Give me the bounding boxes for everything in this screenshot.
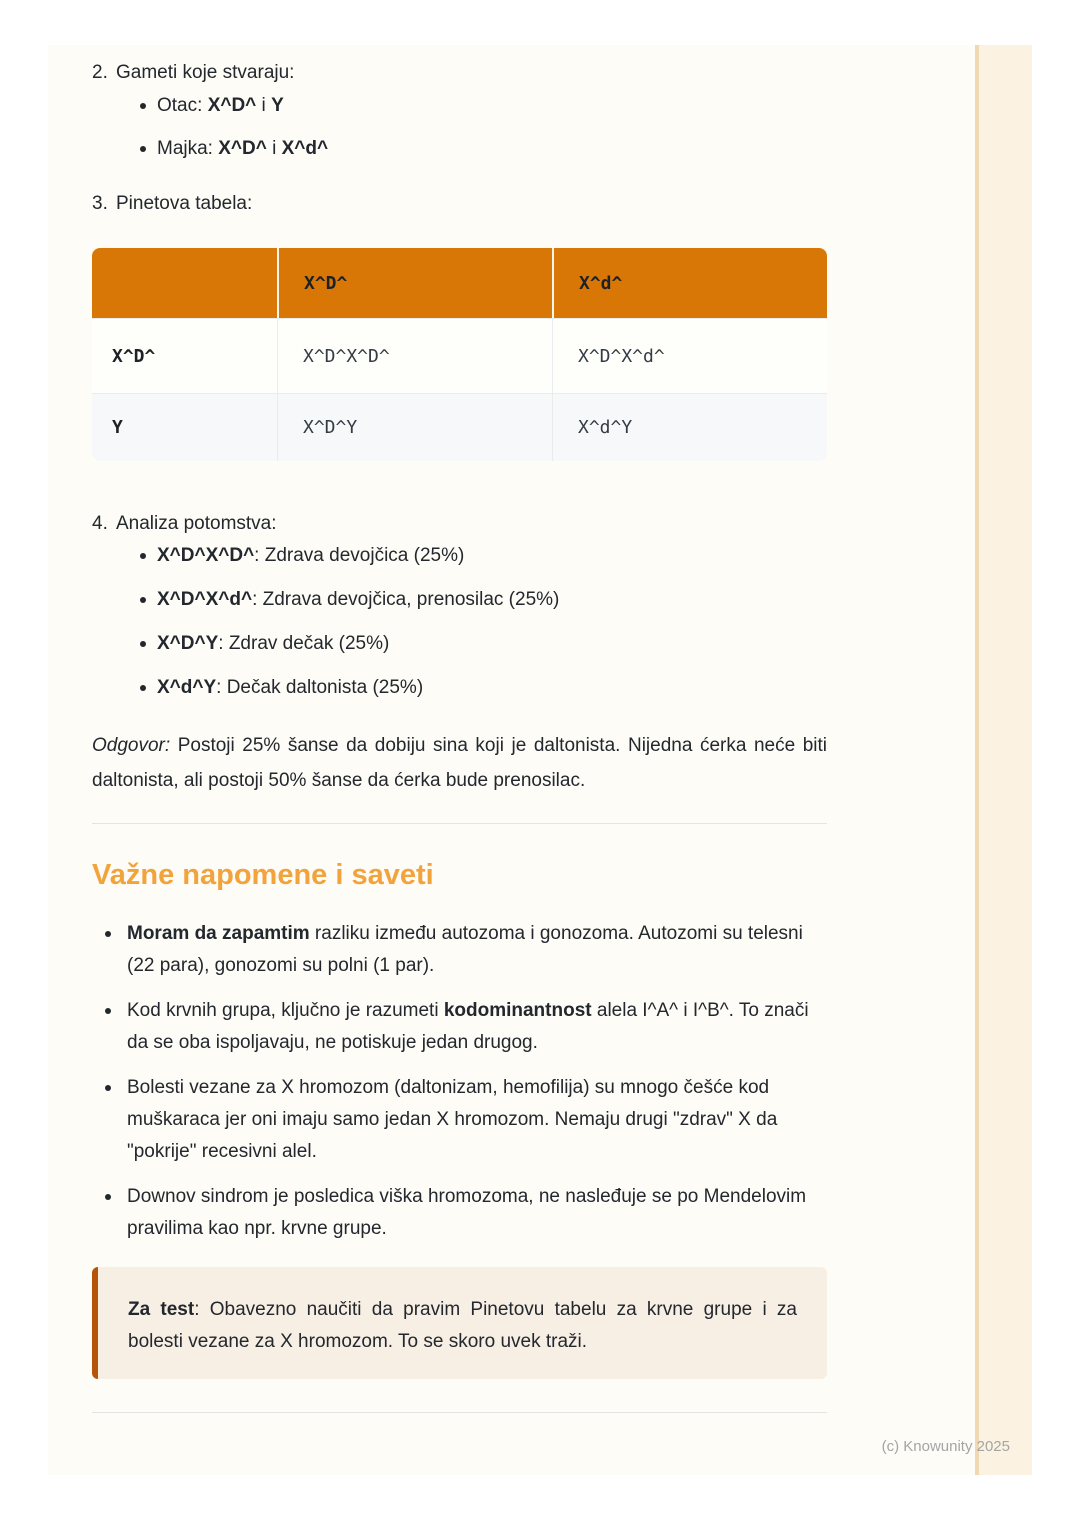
answer-paragraph [92,728,827,798]
table-header-cell-empty [92,248,277,318]
analysis-text: : Dečak daltonista (25%) [216,677,424,698]
document-page [48,45,1032,1475]
genotype: X^D^ [207,95,257,116]
table-row [92,318,827,393]
analysis-text: : Zdrava devojčica (25%) [254,545,465,566]
note-text: alela I^A^ i I^B^. To znači da se oba ispoljavaju, ne potiskuje jedan drugog. [127,1000,809,1053]
item-number: 4. [92,513,108,534]
list-item [92,1181,827,1245]
analysis-text: : Zdrava devojčica, prenosilac (25%) [252,589,560,610]
table-header-cell: X^D^ [277,248,552,318]
list-item [92,672,827,704]
item-title: Analiza potomstva: [116,513,277,534]
table-header-cell: X^d^ [552,248,827,318]
table-cell: X^D^X^D^ [277,318,552,393]
list-item [92,540,827,572]
genotype: X^D^ [218,138,267,159]
item-title: Pinetova tabela: [116,193,253,214]
note-text: Kod krvnih grupa, ključno je razumeti [127,1000,444,1021]
note-bold: kodominantnost [443,1000,592,1021]
table-header-row [92,248,827,318]
note-bold: Moram da zapamtim [127,923,310,944]
divider [92,823,827,824]
separator-text: i [266,138,282,159]
divider [92,1412,827,1413]
note-text: Downov sindrom je posledica viška hromozoma, ne nasleđuje se po Mendelovim pravilima kao npr. krvne grupe. [127,1186,807,1239]
list-item [92,1072,827,1168]
notes-list [92,918,827,1245]
genotype: X^d^Y [157,677,217,698]
analysis-text: : Zdrav dečak (25%) [218,633,390,654]
ordered-item-gametes [92,57,827,89]
ordered-item-analysis [92,508,827,540]
item-number: 3. [92,193,108,214]
note-callout [92,1267,827,1379]
gamete-label: Otac: [157,95,208,116]
row-label: Y [92,393,277,461]
table-cell: X^D^X^d^ [552,318,827,393]
callout-bold: Za test [128,1299,195,1320]
item-title: Gameti koje stvaraju: [116,62,295,83]
table-row [92,393,827,461]
table-cell: X^d^Y [552,393,827,461]
page-content [92,45,827,1413]
footer-copyright: (c) Knowunity 2025 [881,1438,1010,1455]
gamete-label: Majka: [157,138,219,159]
note-text: razliku između autozoma i gonozoma. Autozomi su telesni (22 para), gonozomi su polni (1 par). [127,923,803,976]
callout-text: : Obavezno naučiti da pravim Pinetovu tabelu za krvne grupe i za bolesti vezane za X hromozom. To se skoro uvek traži. [128,1299,797,1352]
list-item [92,90,827,122]
list-item [92,918,827,982]
answer-text: Postoji 25% šanse da dobiju sina koji je daltonista. Nijedna ćerka neće biti daltonista, ali postoji 50% šanse da ćerka bude prenosilac. [92,735,827,791]
row-label: X^D^ [92,318,277,393]
list-item [92,584,827,616]
table-cell: X^D^Y [277,393,552,461]
note-text: Bolesti vezane za X hromozom (daltonizam, hemofilija) su mnogo češće kod muškaraca jer oni imaju samo jedan X hromozom. Nemaju drugi "zdrav" X da "pokrije" recesivni alel. [127,1077,778,1162]
gamete-list [92,90,827,165]
list-item [92,995,827,1059]
list-item [92,133,827,165]
genotype: X^D^X^d^ [157,589,253,610]
list-item [92,628,827,660]
genotype: Y [271,95,284,116]
analysis-list [92,540,827,704]
page-edge-band [975,45,1032,1475]
genotype: X^d^ [281,138,329,159]
answer-label: Odgovor: [92,735,171,756]
genotype: X^D^X^D^ [157,545,255,566]
item-number: 2. [92,62,108,83]
genotype: X^D^Y [157,633,219,654]
ordered-item-punnett [92,188,827,220]
separator-text: i [256,95,272,116]
section-heading: Važne napomene i saveti [92,859,434,891]
punnett-table [92,248,827,461]
